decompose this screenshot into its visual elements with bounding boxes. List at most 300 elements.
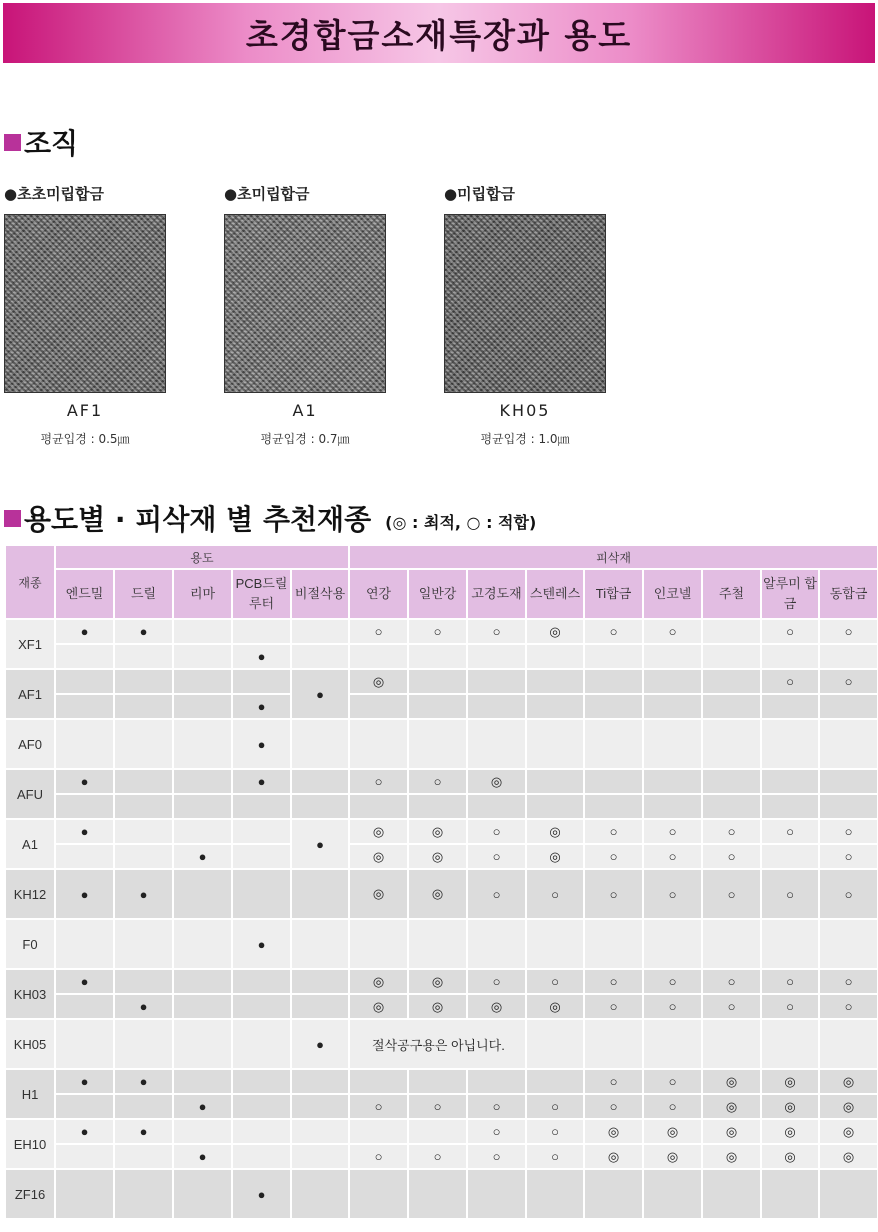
table-cell: ○: [761, 969, 819, 994]
table-cell: ○: [643, 1094, 702, 1119]
table-cell: ○: [819, 844, 878, 869]
table-cell: [232, 669, 291, 694]
table-cell: [526, 719, 584, 769]
table-row: [5, 1144, 878, 1169]
table-cell: [114, 819, 173, 844]
table-cell: [408, 794, 467, 819]
grade-name: KH12: [5, 869, 55, 919]
table-cell: ●: [55, 869, 114, 919]
table-cell-merged: ●: [291, 819, 349, 869]
table-cell: ○: [761, 819, 819, 844]
table-cell: [349, 1069, 408, 1094]
table-row: [5, 1069, 878, 1094]
table-row: [5, 694, 878, 719]
table-cell: [349, 1119, 408, 1144]
table-cell: [173, 719, 232, 769]
material-col-header: 스텐레스: [526, 569, 584, 619]
table-cell: ○: [526, 1144, 584, 1169]
table-cell: ◎: [643, 1119, 702, 1144]
table-cell: ◎: [408, 969, 467, 994]
table-cell: [232, 994, 291, 1019]
micrograph-kh05: [444, 184, 624, 447]
table-cell: [584, 1019, 643, 1069]
table-cell: ◎: [526, 819, 584, 844]
table-cell: [55, 1094, 114, 1119]
table-cell: [55, 644, 114, 669]
table-cell: [408, 669, 467, 694]
micrograph-image: [224, 214, 386, 393]
table-cell: ●: [55, 819, 114, 844]
table-cell: ◎: [349, 819, 408, 844]
table-cell: ○: [819, 994, 878, 1019]
title-banner: [3, 3, 875, 63]
table-cell: ◎: [526, 844, 584, 869]
micrograph-a1: [224, 184, 404, 447]
table-cell: [173, 1069, 232, 1094]
table-cell: ○: [643, 1069, 702, 1094]
table-cell: [114, 969, 173, 994]
table-cell: [819, 719, 878, 769]
table-cell: ○: [467, 1119, 526, 1144]
table-cell: ○: [467, 844, 526, 869]
table-cell: [114, 694, 173, 719]
table-cell: [702, 1169, 761, 1219]
table-cell: [114, 1019, 173, 1069]
grade-header: 재종: [5, 545, 55, 619]
table-cell: [408, 919, 467, 969]
grade-name: XF1: [5, 619, 55, 669]
micrograph-name: A1: [292, 401, 318, 420]
table-cell: ◎: [761, 1119, 819, 1144]
table-cell: [114, 769, 173, 794]
table-cell: [55, 794, 114, 819]
table-cell: [55, 994, 114, 1019]
table-cell: ●: [55, 1119, 114, 1144]
table-cell: [232, 1069, 291, 1094]
table-cell: [232, 1119, 291, 1144]
table-cell: [584, 769, 643, 794]
table-cell: [173, 1019, 232, 1069]
table-cell: ●: [55, 969, 114, 994]
table-cell: ○: [467, 869, 526, 919]
table-cell: ○: [467, 1144, 526, 1169]
table-cell: ○: [584, 994, 643, 1019]
table-cell: [55, 1144, 114, 1169]
table-cell: [291, 994, 349, 1019]
table-cell: [761, 694, 819, 719]
table-cell: ●: [173, 1094, 232, 1119]
table-cell: [173, 794, 232, 819]
table-cell: [584, 1169, 643, 1219]
table-cell: ◎: [702, 1119, 761, 1144]
table-cell: [291, 1169, 349, 1219]
table-cell: ○: [584, 619, 643, 644]
table-cell: ○: [584, 819, 643, 844]
table-cell: ◎: [761, 1144, 819, 1169]
table-cell: [232, 619, 291, 644]
micrograph-name: KH05: [499, 401, 551, 420]
micrograph-avg-grain: 평균입경 : 0.5㎛: [40, 432, 130, 446]
table-cell: [408, 719, 467, 769]
table-cell: [349, 644, 408, 669]
table-cell: ○: [349, 619, 408, 644]
table-cell: ○: [408, 619, 467, 644]
table-cell: [173, 619, 232, 644]
material-col-header: 고경도재: [467, 569, 526, 619]
table-cell: [467, 1069, 526, 1094]
grade-name: AF0: [5, 719, 55, 769]
table-cell: [761, 644, 819, 669]
material-col-header: 연강: [349, 569, 408, 619]
table-cell: ○: [584, 969, 643, 994]
symbol-legend: (◎ : 최적, ○ : 적합): [385, 512, 537, 532]
table-cell: ○: [349, 769, 408, 794]
table-cell: ○: [349, 1144, 408, 1169]
grade-name: EH10: [5, 1119, 55, 1169]
material-col-header: 일반강: [408, 569, 467, 619]
table-cell: [114, 719, 173, 769]
usage-col-header: 엔드밀: [55, 569, 114, 619]
table-cell: [173, 694, 232, 719]
table-cell: [291, 1144, 349, 1169]
table-cell: ○: [761, 994, 819, 1019]
table-cell: [349, 919, 408, 969]
micrograph-name: AF1: [66, 401, 104, 420]
table-cell: [467, 669, 526, 694]
table-cell: [761, 844, 819, 869]
table-cell: [702, 769, 761, 794]
table-cell: ●: [173, 844, 232, 869]
table-cell: [761, 1169, 819, 1219]
table-row: [5, 1169, 878, 1219]
table-row: [5, 719, 878, 769]
table-cell: ○: [526, 969, 584, 994]
table-cell: ◎: [467, 994, 526, 1019]
table-cell: [55, 669, 114, 694]
table-cell: [55, 919, 114, 969]
table-cell: [232, 794, 291, 819]
table-cell: ○: [643, 819, 702, 844]
micrograph-avg-grain: 평균입경 : 1.0㎛: [480, 432, 570, 446]
table-cell: [819, 1169, 878, 1219]
table-cell: ●: [114, 1119, 173, 1144]
table-cell: [114, 644, 173, 669]
table-cell: [761, 769, 819, 794]
table-cell: [526, 1019, 584, 1069]
table-cell: [643, 919, 702, 969]
table-row: [5, 844, 878, 869]
grade-name: ZF16: [5, 1169, 55, 1219]
table-cell: [232, 1094, 291, 1119]
table-cell: ○: [702, 969, 761, 994]
recommendation-table: [4, 544, 878, 1220]
table-cell: [584, 644, 643, 669]
usage-col-header: 리마: [173, 569, 232, 619]
table-cell: [584, 719, 643, 769]
table-cell: [349, 1169, 408, 1219]
table-cell: ○: [467, 819, 526, 844]
table-cell: ●: [114, 619, 173, 644]
table-cell: ○: [526, 1094, 584, 1119]
table-cell: [526, 1069, 584, 1094]
table-cell: [819, 694, 878, 719]
table-cell: ○: [643, 844, 702, 869]
table-cell: [526, 644, 584, 669]
table-cell: [291, 619, 349, 644]
grade-name: F0: [5, 919, 55, 969]
table-cell: ○: [761, 869, 819, 919]
section-structure-title: 조직: [24, 127, 79, 160]
material-col-header: Ti합금: [584, 569, 643, 619]
table-cell: ○: [584, 844, 643, 869]
table-row: [5, 819, 878, 844]
table-cell: ●: [114, 869, 173, 919]
table-cell: [819, 644, 878, 669]
micrograph-af1: [4, 184, 184, 447]
table-cell: ○: [643, 994, 702, 1019]
table-cell: [526, 1169, 584, 1219]
table-cell: ○: [702, 994, 761, 1019]
table-cell: [173, 1119, 232, 1144]
table-cell: ○: [526, 1119, 584, 1144]
table-cell: ●: [232, 644, 291, 669]
table-cell: [232, 844, 291, 869]
usage-col-header: 비절삭용: [291, 569, 349, 619]
table-cell: ●: [114, 1069, 173, 1094]
table-row: [5, 919, 878, 969]
table-cell: ○: [761, 619, 819, 644]
table-cell: ○: [349, 1094, 408, 1119]
table-cell: ◎: [643, 1144, 702, 1169]
table-cell: ○: [467, 1094, 526, 1119]
table-cell: ◎: [702, 1144, 761, 1169]
material-col-header: 인코넬: [643, 569, 702, 619]
table-cell: [291, 719, 349, 769]
table-cell: [291, 919, 349, 969]
table-cell: ◎: [349, 994, 408, 1019]
table-row: [5, 669, 878, 694]
table-cell: [114, 1144, 173, 1169]
table-cell: ◎: [408, 994, 467, 1019]
table-cell: [643, 719, 702, 769]
table-cell: ●: [55, 1069, 114, 1094]
micrograph-image: [4, 214, 166, 393]
table-cell: [114, 844, 173, 869]
material-col-header: 주철: [702, 569, 761, 619]
table-row: [5, 1119, 878, 1144]
table-cell: [173, 1169, 232, 1219]
table-cell: [643, 769, 702, 794]
table-cell: [643, 1019, 702, 1069]
table-cell: [173, 769, 232, 794]
table-cell: [819, 919, 878, 969]
table-cell: ◎: [761, 1069, 819, 1094]
table-cell: [232, 869, 291, 919]
table-cell: ○: [584, 869, 643, 919]
table-cell: [702, 644, 761, 669]
table-cell: [349, 719, 408, 769]
table-row: [5, 794, 878, 819]
table-cell: [702, 669, 761, 694]
table-cell: ○: [584, 1094, 643, 1119]
table-cell: ○: [761, 669, 819, 694]
table-cell: [761, 794, 819, 819]
table-cell: [526, 794, 584, 819]
table-cell: [819, 794, 878, 819]
table-cell: ◎: [819, 1094, 878, 1119]
table-cell: [408, 1169, 467, 1219]
table-cell: [643, 669, 702, 694]
table-cell: [173, 969, 232, 994]
table-row: [5, 969, 878, 994]
table-cell: ○: [526, 869, 584, 919]
table-cell: [291, 869, 349, 919]
table-cell: [819, 1019, 878, 1069]
table-cell: [467, 694, 526, 719]
table-cell: ●: [232, 769, 291, 794]
table-cell: ○: [819, 819, 878, 844]
table-row: [5, 869, 878, 919]
table-cell: [819, 769, 878, 794]
table-cell: ◎: [526, 994, 584, 1019]
table-cell: [173, 644, 232, 669]
section-structure-heading: [4, 122, 78, 162]
table-cell: [114, 669, 173, 694]
table-row: [5, 769, 878, 794]
table-cell: [467, 794, 526, 819]
table-cell: ◎: [702, 1094, 761, 1119]
table-cell: [114, 1094, 173, 1119]
table-cell: [643, 794, 702, 819]
table-cell: [173, 994, 232, 1019]
table-cell: ◎: [761, 1094, 819, 1119]
usage-header: 용도: [55, 545, 349, 569]
table-cell: [702, 719, 761, 769]
table-cell: [467, 644, 526, 669]
table-cell: ○: [819, 619, 878, 644]
table-cell: [232, 969, 291, 994]
table-cell: [408, 1069, 467, 1094]
table-cell: [232, 819, 291, 844]
grade-name: KH03: [5, 969, 55, 1019]
table-cell: ●: [173, 1144, 232, 1169]
table-cell: ●: [55, 769, 114, 794]
table-cell: ◎: [408, 869, 467, 919]
table-cell: [291, 644, 349, 669]
page-title: 초경합금소재특장과 용도: [245, 15, 633, 55]
micrograph-category: ●미립합금: [444, 185, 516, 203]
table-cell: ○: [819, 869, 878, 919]
table-cell: [55, 719, 114, 769]
grade-name: KH05: [5, 1019, 55, 1069]
table-cell: [467, 919, 526, 969]
table-cell: [114, 794, 173, 819]
table-cell: [232, 1019, 291, 1069]
table-cell: ◎: [819, 1144, 878, 1169]
table-cell: [408, 644, 467, 669]
section-recommend-heading: [4, 498, 536, 538]
table-cell: ○: [819, 969, 878, 994]
table-cell: [173, 869, 232, 919]
table-cell: ●: [55, 619, 114, 644]
table-cell: [291, 969, 349, 994]
table-cell: ○: [408, 769, 467, 794]
table-cell: [761, 1019, 819, 1069]
table-cell: ◎: [819, 1069, 878, 1094]
table-cell: ○: [702, 869, 761, 919]
table-cell: [702, 694, 761, 719]
table-row: [5, 1019, 878, 1069]
table-cell: [55, 1169, 114, 1219]
micrograph-avg-grain: 평균입경 : 0.7㎛: [260, 432, 350, 446]
grade-name: AFU: [5, 769, 55, 819]
table-cell: [173, 669, 232, 694]
table-cell: ○: [702, 844, 761, 869]
table-cell: ●: [232, 719, 291, 769]
grade-name: A1: [5, 819, 55, 869]
table-cell: ○: [408, 1144, 467, 1169]
table-cell: ◎: [819, 1119, 878, 1144]
table-cell: [702, 619, 761, 644]
table-cell-merged: ●: [291, 669, 349, 719]
table-cell: [55, 694, 114, 719]
table-cell: [526, 919, 584, 969]
table-cell: ○: [467, 969, 526, 994]
table-cell: [408, 694, 467, 719]
usage-col-header: PCB드릴 루터: [232, 569, 291, 619]
table-cell: [55, 844, 114, 869]
table-cell: [526, 669, 584, 694]
table-cell: ●: [114, 994, 173, 1019]
table-cell: ◎: [349, 969, 408, 994]
table-cell: ○: [408, 1094, 467, 1119]
table-cell: [702, 794, 761, 819]
table-cell: ◎: [702, 1069, 761, 1094]
micrograph-image: [444, 214, 606, 393]
table-cell: ●: [291, 1019, 349, 1069]
table-cell: [114, 1169, 173, 1219]
table-cell: [702, 1019, 761, 1069]
table-row: [5, 619, 878, 644]
table-cell: ◎: [584, 1119, 643, 1144]
table-cell: ○: [643, 619, 702, 644]
table-cell: ○: [702, 819, 761, 844]
table-cell: ◎: [526, 619, 584, 644]
table-cell: ●: [232, 919, 291, 969]
table-cell: ◎: [408, 819, 467, 844]
table-cell: [643, 644, 702, 669]
material-header: 피삭재: [349, 545, 878, 569]
table-cell: [584, 669, 643, 694]
material-col-header: 알루미 합금: [761, 569, 819, 619]
table-cell: [408, 1119, 467, 1144]
micrograph-category: ●초초미립합금: [4, 185, 105, 203]
table-cell: [291, 1119, 349, 1144]
table-cell: [291, 1069, 349, 1094]
grade-name: H1: [5, 1069, 55, 1119]
square-bullet-icon: [4, 134, 21, 151]
table-cell: ●: [232, 1169, 291, 1219]
table-row: [5, 1094, 878, 1119]
grade-note: 절삭공구용은 아닙니다.: [349, 1019, 526, 1069]
table-cell: ●: [232, 694, 291, 719]
table-cell: [702, 919, 761, 969]
section-recommend-title: 용도별 · 피삭재 별 추천재종: [24, 503, 372, 536]
table-cell: [291, 1094, 349, 1119]
table-row: [5, 644, 878, 669]
table-cell: [55, 1019, 114, 1069]
table-cell: [173, 919, 232, 969]
